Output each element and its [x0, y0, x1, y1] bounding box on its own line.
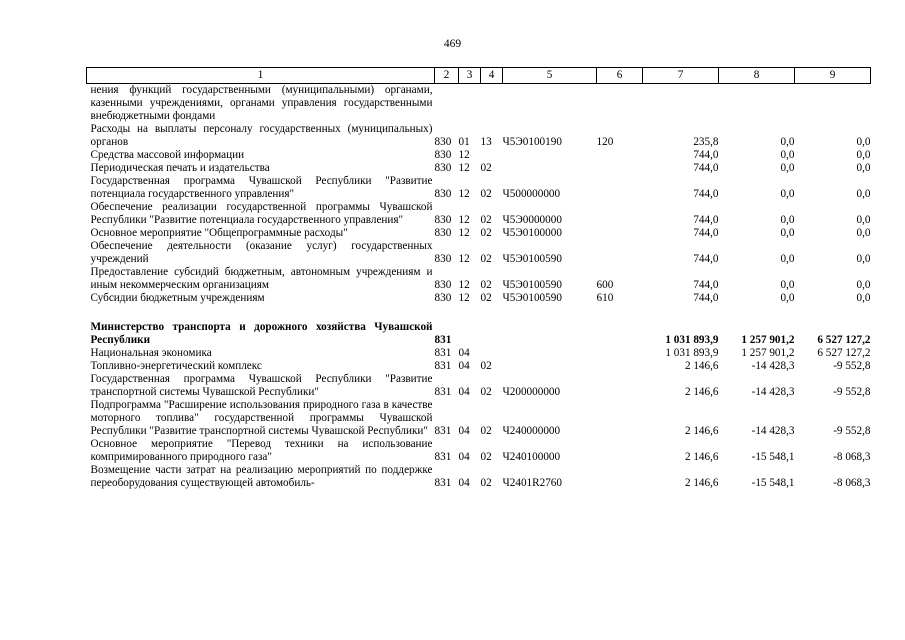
- cell-amount-2020: -15 548,1: [751, 477, 795, 489]
- row-name: Основное мероприятие "Перевод техники на использование компримированного природного газа": [90, 438, 433, 463]
- cell-section: 04: [458, 451, 470, 463]
- table-row: [87, 321, 871, 347]
- cell-target-article: [503, 360, 597, 373]
- cell-subsection: 02: [480, 227, 492, 239]
- cell-subsection: 13: [480, 136, 492, 148]
- row-name: Возмещение части затрат на реализацию мероприятий по поддержке переоборудования существующей автомобиль-: [90, 464, 433, 489]
- cell-amount-2021: 0,0: [856, 162, 871, 174]
- cell-subsection: 02: [480, 214, 492, 226]
- column-header-2: 2: [435, 68, 459, 84]
- cell-target-article: [503, 162, 597, 175]
- cell-section: 12: [458, 227, 470, 239]
- cell-expense-type: 600: [596, 279, 614, 291]
- cell-expense-type: [597, 464, 643, 490]
- cell-expense-type: [597, 175, 643, 201]
- cell-subsection: 02: [480, 292, 492, 304]
- cell-expense-type: [597, 373, 643, 399]
- cell-amount-2019: 744,0: [693, 214, 719, 226]
- page-number: 469: [443, 38, 462, 50]
- cell-amount-2019: 744,0: [693, 162, 719, 174]
- cell-subsection: 02: [480, 425, 492, 437]
- cell-expense-type: [597, 227, 643, 240]
- cell-ministry-code: 831: [434, 347, 452, 359]
- row-name: Обеспечение деятельности (оказание услуг) государственных учреждений: [90, 240, 433, 265]
- cell-amount-2021: -9 552,8: [833, 360, 871, 372]
- cell-target-article: Ч500000000: [502, 188, 561, 200]
- cell-section: 04: [458, 386, 470, 398]
- row-name: Государственная программа Чувашской Республики "Развитие потенциала государственного управления": [90, 175, 433, 200]
- cell-target-article: [503, 149, 597, 162]
- cell-amount-2019: 744,0: [693, 188, 719, 200]
- budget-table: [86, 67, 871, 490]
- cell-ministry-code: 830: [434, 292, 452, 304]
- cell-ministry-code: 830: [434, 279, 452, 291]
- cell-amount-2020: -14 428,3: [751, 425, 795, 437]
- row-name: Министерство транспорта и дорожного хозяйства Чувашской Республики: [90, 321, 433, 346]
- cell-expense-type: [597, 240, 643, 266]
- column-header-4: 4: [481, 68, 503, 84]
- cell-amount-2021: -8 068,3: [833, 477, 871, 489]
- cell-amount-2020: 1 257 901,2: [741, 347, 795, 359]
- cell-section: [459, 84, 481, 124]
- cell-amount-2019: 2 146,6: [684, 360, 719, 372]
- cell-section: 12: [458, 279, 470, 291]
- cell-subsection: 02: [480, 477, 492, 489]
- cell-subsection: 02: [480, 253, 492, 265]
- row-name: Субсидии бюджетным учреждениям: [90, 292, 265, 304]
- cell-amount-2020: 0,0: [780, 279, 795, 291]
- table-row: [87, 123, 871, 149]
- cell-subsection: 02: [480, 360, 492, 372]
- cell-amount-2020: 0,0: [780, 162, 795, 174]
- cell-amount-2021: 0,0: [856, 188, 871, 200]
- cell-ministry-code: 831: [434, 360, 452, 372]
- table-row: [87, 373, 871, 399]
- row-name: Обеспечение реализации государственной программы Чувашской Республики "Развитие потенциала государственного управления": [90, 201, 433, 226]
- cell-target-article: Ч5Э0000000: [502, 214, 562, 226]
- cell-amount-2020: 0,0: [780, 149, 795, 161]
- cell-section: 04: [458, 347, 470, 359]
- cell-section: 12: [458, 149, 470, 161]
- table-row: [87, 162, 871, 175]
- cell-subsection: 02: [480, 279, 492, 291]
- cell-amount-2021: -8 068,3: [833, 451, 871, 463]
- table-row: [87, 292, 871, 305]
- cell-ministry-code: 830: [434, 149, 452, 161]
- table-row: [87, 266, 871, 292]
- cell-amount-2021: 0,0: [856, 227, 871, 239]
- cell-expense-type: [597, 399, 643, 438]
- table-row: [87, 347, 871, 360]
- cell-amount-2019: 2 146,6: [684, 386, 719, 398]
- cell-expense-type: 120: [596, 136, 614, 148]
- cell-ministry-code: 831: [434, 477, 452, 489]
- row-name: Основное мероприятие "Общепрограммные расходы": [90, 227, 348, 239]
- cell-ministry-code: 830: [434, 253, 452, 265]
- cell-target-article: [503, 321, 597, 347]
- cell-amount-2019: 2 146,6: [684, 477, 719, 489]
- cell-amount-2020: 0,0: [780, 136, 795, 148]
- row-name: нения функций государственными (муниципальными) органами, казенными учреждениями, органами управления государственными внебюджетными фондами: [90, 84, 433, 122]
- cell-target-article: Ч5Э0100000: [502, 227, 562, 239]
- column-header-7: 7: [643, 68, 719, 84]
- cell-amount-2019: 1 031 893,9: [665, 334, 719, 346]
- cell-expense-type: [597, 438, 643, 464]
- cell-ministry-code: 830: [434, 162, 452, 174]
- cell-amount-2019: 744,0: [693, 292, 719, 304]
- cell-amount-2019: 744,0: [693, 279, 719, 291]
- cell-amount-2020: -14 428,3: [751, 386, 795, 398]
- table-row: [87, 240, 871, 266]
- table-row: [87, 360, 871, 373]
- column-header-5: 5: [503, 68, 597, 84]
- cell-section: 04: [458, 360, 470, 372]
- cell-expense-type: [597, 149, 643, 162]
- cell-target-article: Ч200000000: [502, 386, 561, 398]
- cell-subsection: 02: [480, 188, 492, 200]
- cell-amount-2019: 744,0: [693, 149, 719, 161]
- cell-target-article: [503, 84, 597, 124]
- cell-section: 04: [458, 477, 470, 489]
- cell-amount-2021: 6 527 127,2: [817, 347, 871, 359]
- row-name: Расходы на выплаты персоналу государственных (муниципальных) органов: [90, 123, 433, 148]
- cell-ministry-code: 831: [434, 386, 452, 398]
- row-name: Государственная программа Чувашской Республики "Развитие транспортной системы Чувашской Республики": [90, 373, 433, 398]
- cell-amount-2019: 744,0: [693, 253, 719, 265]
- cell-amount-2019: 235,8: [693, 136, 719, 148]
- cell-section: 12: [458, 188, 470, 200]
- cell-section: 04: [458, 425, 470, 437]
- cell-amount-2020: 1 257 901,2: [741, 334, 795, 346]
- cell-section: 01: [458, 136, 470, 148]
- column-header-9: 9: [795, 68, 871, 84]
- cell-expense-type: [597, 201, 643, 227]
- cell-ministry-code: 831: [434, 425, 452, 437]
- cell-amount-2020: 0,0: [780, 214, 795, 226]
- cell-target-article: Ч5Э0100590: [502, 253, 562, 265]
- row-name: Национальная экономика: [90, 347, 212, 359]
- cell-amount-2020: -14 428,3: [751, 360, 795, 372]
- cell-ministry-code: 831: [434, 334, 452, 346]
- cell-expense-type: [597, 360, 643, 373]
- spacer-row: [87, 305, 871, 321]
- cell-amount-2020: 0,0: [780, 227, 795, 239]
- cell-amount-2021: -9 552,8: [833, 386, 871, 398]
- table-row: [87, 399, 871, 438]
- cell-amount-2019: 1 031 893,9: [665, 347, 719, 359]
- table-row: [87, 464, 871, 490]
- cell-section: 12: [458, 253, 470, 265]
- cell-ministry-code: 830: [434, 227, 452, 239]
- cell-subsection: 02: [480, 386, 492, 398]
- cell-section: [459, 321, 481, 347]
- column-header-1: 1: [87, 68, 435, 84]
- cell-amount-2019: 2 146,6: [684, 451, 719, 463]
- table-row: [87, 149, 871, 162]
- table-row: [87, 84, 871, 124]
- cell-ministry-code: 831: [434, 451, 452, 463]
- cell-amount-2020: [719, 84, 795, 124]
- row-name: Топливно-энергетический комплекс: [90, 360, 262, 372]
- spacer-cell: [87, 305, 871, 321]
- cell-amount-2020: 0,0: [780, 253, 795, 265]
- cell-amount-2021: [795, 84, 871, 124]
- cell-amount-2021: 0,0: [856, 279, 871, 291]
- cell-target-article: Ч5Э0100590: [502, 292, 562, 304]
- table-row: [87, 175, 871, 201]
- cell-expense-type: [597, 347, 643, 360]
- cell-subsection: [481, 347, 503, 360]
- cell-subsection: [481, 84, 503, 124]
- row-name: Периодическая печать и издательства: [90, 162, 270, 174]
- cell-ministry-code: 830: [434, 136, 452, 148]
- cell-target-article: Ч240100000: [502, 451, 561, 463]
- cell-expense-type: [597, 162, 643, 175]
- cell-amount-2019: [643, 84, 719, 124]
- cell-ministry-code: [435, 84, 459, 124]
- cell-amount-2021: 0,0: [856, 253, 871, 265]
- cell-amount-2020: 0,0: [780, 292, 795, 304]
- cell-amount-2019: 744,0: [693, 227, 719, 239]
- row-name: Средства массовой информации: [90, 149, 245, 161]
- cell-section: 12: [458, 162, 470, 174]
- cell-amount-2021: 6 527 127,2: [817, 334, 871, 346]
- cell-target-article: Ч2401R2760: [502, 477, 562, 489]
- cell-subsection: 02: [480, 451, 492, 463]
- column-header-3: 3: [459, 68, 481, 84]
- table-header-row: [87, 68, 871, 84]
- cell-ministry-code: 830: [434, 188, 452, 200]
- cell-target-article: Ч5Э0100590: [502, 279, 562, 291]
- cell-amount-2021: 0,0: [856, 214, 871, 226]
- cell-subsection: [481, 321, 503, 347]
- cell-amount-2021: 0,0: [856, 292, 871, 304]
- table-row: [87, 438, 871, 464]
- cell-expense-type: 610: [596, 292, 614, 304]
- column-header-6: 6: [597, 68, 643, 84]
- cell-amount-2021: 0,0: [856, 136, 871, 148]
- cell-amount-2020: 0,0: [780, 188, 795, 200]
- table-body: [87, 84, 871, 491]
- cell-expense-type: [597, 321, 643, 347]
- cell-section: 12: [458, 214, 470, 226]
- cell-target-article: Ч240000000: [502, 425, 561, 437]
- column-header-8: 8: [719, 68, 795, 84]
- table-row: [87, 227, 871, 240]
- cell-target-article: Ч5Э0100190: [502, 136, 562, 148]
- cell-section: 12: [458, 292, 470, 304]
- cell-amount-2021: -9 552,8: [833, 425, 871, 437]
- cell-subsection: 02: [480, 162, 492, 174]
- cell-amount-2020: -15 548,1: [751, 451, 795, 463]
- cell-amount-2021: 0,0: [856, 149, 871, 161]
- cell-expense-type: [597, 84, 643, 124]
- row-name: Предоставление субсидий бюджетным, автономным учреждениям и иным некоммерческим организациям: [90, 266, 433, 291]
- row-name: Подпрограмма "Расширение использования природного газа в качестве моторного топлива" государственной программы Чувашской Республики "Развитие транспортной системы Чувашской Республики": [90, 399, 433, 437]
- cell-subsection: [481, 149, 503, 162]
- cell-target-article: [503, 347, 597, 360]
- cell-ministry-code: 830: [434, 214, 452, 226]
- table-row: [87, 201, 871, 227]
- cell-amount-2019: 2 146,6: [684, 425, 719, 437]
